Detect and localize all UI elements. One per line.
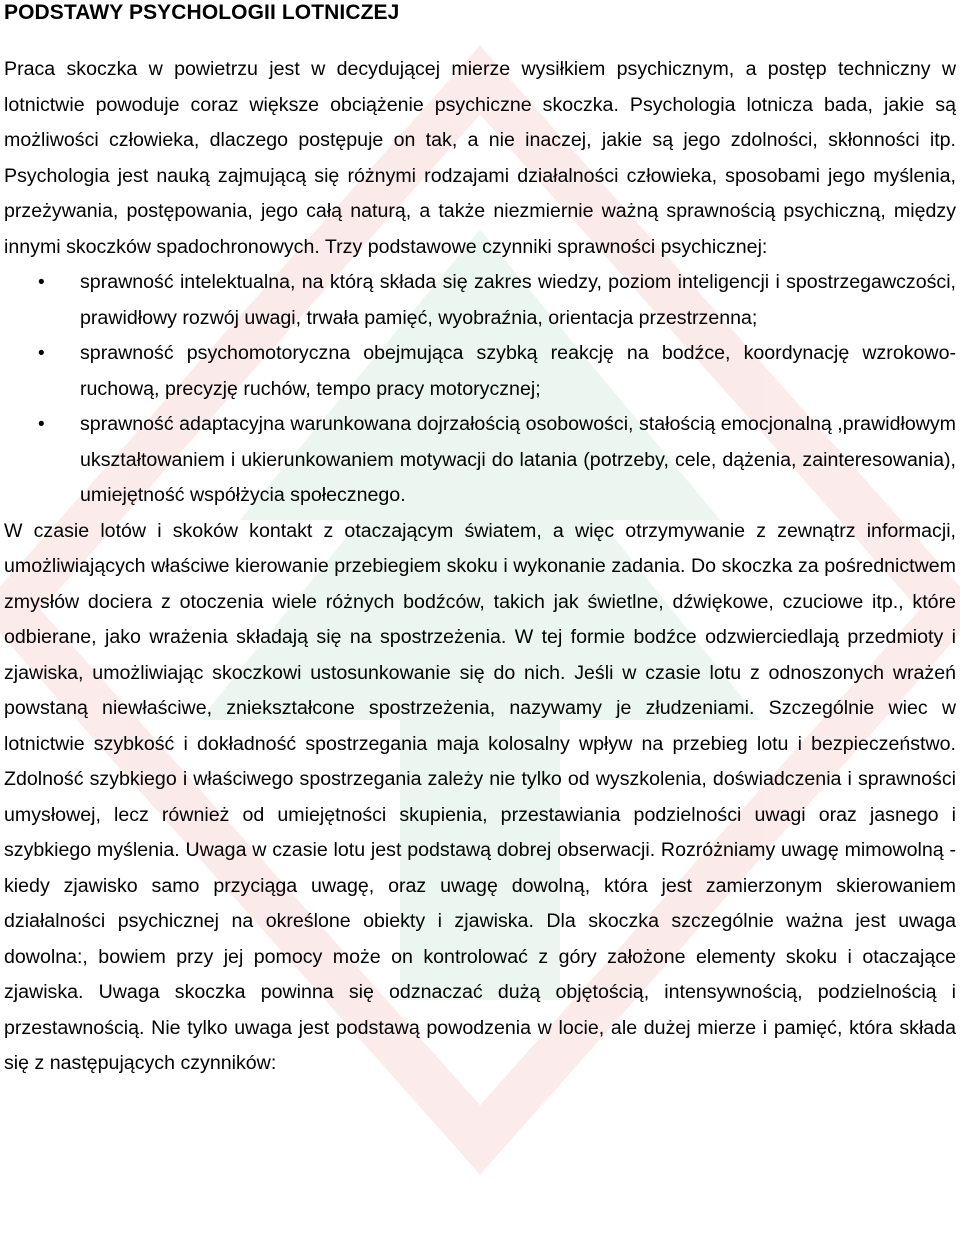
list-item-text: sprawność intelektualna, na którą składa się zakres wiedzy, poziom inteligencji i spostrzegawczości, prawidłowy rozwój uwagi, trwała pamięć, wyobraźnia, orientacja przestrzenna;: [80, 271, 956, 329]
list-item-text: sprawność psychomotoryczna obejmująca szybką reakcję na bodźce, koordynację wzrokowo-ruchową, precyzję ruchów, tempo pracy motorycznej;: [80, 342, 956, 400]
list-item: [4, 336, 956, 407]
document-title: PODSTAWY PSYCHOLOGII LOTNICZEJ: [4, 1, 400, 24]
list-item: [4, 265, 956, 336]
intro-paragraph: Praca skoczka w powietrzu jest w decydującej mierze wysiłkiem psychicznym, a postęp techniczny w lotnictwie powoduje coraz większe obciążenie psychiczne skoczka. Psychologia lotnicza bada, jakie są możliwości człowieka, dlaczego postępuje on tak, a nie inaczej, jakie są jego zdolności, skłonności itp. Psychologia jest nauką zajmującą się różnymi rodzajami działalności człowieka, sposobami jego myślenia, przeżywania, postępowania, jego całą naturą, a także niezmiernie ważną sprawnością psychiczną, między innymi skoczków spadochronowych. Trzy podstawowe czynniki sprawności psychicznej:: [4, 58, 956, 258]
bullet-list: [4, 265, 956, 514]
list-item: [4, 407, 956, 514]
bullet-icon: •: [38, 343, 45, 364]
bullet-icon: •: [38, 272, 45, 293]
list-item-text: sprawność adaptacyjna warunkowana dojrzałością osobowości, stałością emocjonalną ,prawidłowym ukształtowaniem i ukierunkowaniem motywacji do latania (potrzeby, cele, dążenia, zainteresowania), umiejętność współżycia społecznego.: [80, 413, 956, 506]
bullet-icon: •: [38, 414, 45, 435]
body-paragraph: W czasie lotów i skoków kontakt z otaczającym światem, a więc otrzymywanie z zewnątrz informacji, umożliwiających właściwe kierowanie przebiegiem skoku i wykonanie zadania. Do skoczka za pośrednictwem zmysłów dociera z otoczenia wiele różnych bodźców, takich jak świetlne, dźwiękowe, czuciowe itp., które odbierane, jako wrażenia składają się na spostrzeżenia. W tej formie bodźce odzwierciedlają przedmioty i zjawiska, umożliwiając skoczkowi ustosunkowanie się do nich. Jeśli w czasie lotu z odnoszonych wrażeń powstaną niewłaściwe, zniekształcone spostrzeżenia, nazywamy je złudzeniami. Szczególnie wiec w lotnictwie szybkość i dokładność spostrzegania maja kolosalny wpływ na przebieg lotu i bezpieczeństwo. Zdolność szybkiego i właściwego spostrzegania zależy nie tylko od wyszkolenia, doświadczenia i sprawności umysłowej, lecz również od umiejętności skupienia, przestawiania podzielności uwagi oraz jasnego i szybkiego myślenia. Uwaga w czasie lotu jest podstawą dobrej obserwacji. Rozróżniamy uwagę mimowolną - kiedy zjawisko samo przyciąga uwagę, oraz uwagę dowolną, która jest zamierzonym skierowaniem działalności psychicznej na określone obiekty i zjawiska. Dla skoczka szczególnie ważna jest uwaga dowolna:, bowiem przy jej pomocy może on kontrolować z góry założone elementy skoku i otaczające zjawiska. Uwaga skoczka powinna się odznaczać dużą objętością, intensywnością, podzielnością i przestawnością. Nie tylko uwaga jest podstawą powodzenia w locie, ale dużej mierze i pamięć, która składa się z następujących czynników:: [4, 519, 956, 1074]
